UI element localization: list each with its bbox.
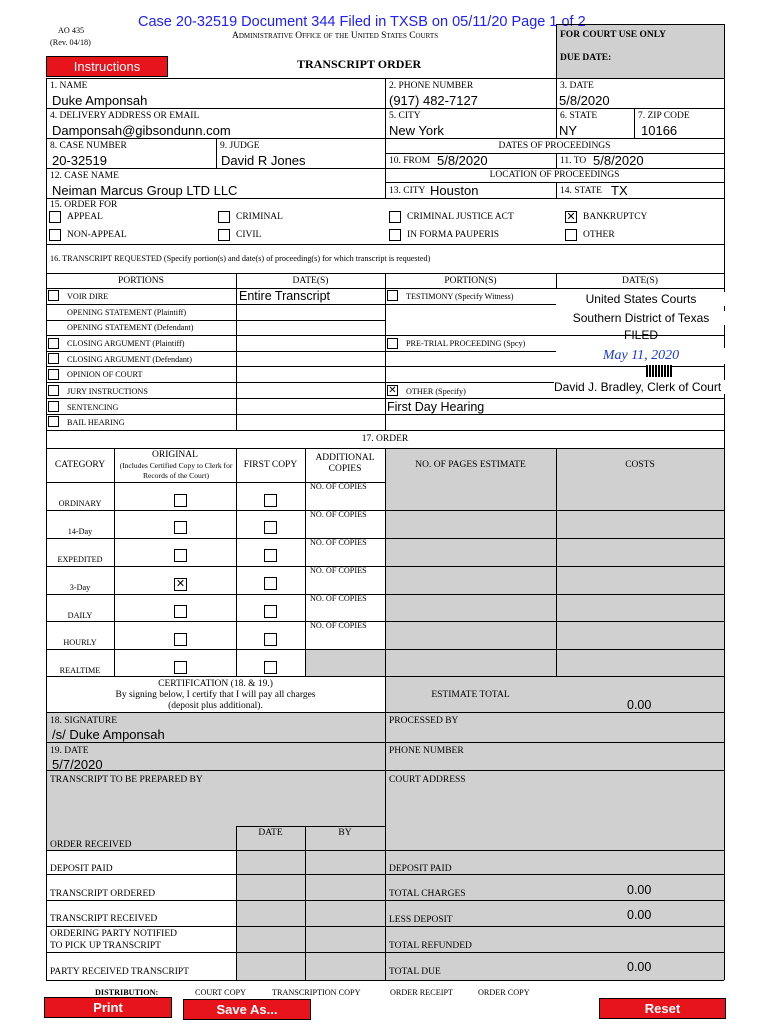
civil-label: CIVIL bbox=[236, 230, 262, 240]
email-label: 4. DELIVERY ADDRESS OR EMAIL bbox=[50, 111, 200, 121]
judge-field[interactable]: David R Jones bbox=[221, 153, 306, 168]
opinion-label: OPINION OF COURT bbox=[67, 370, 143, 379]
to-field[interactable]: 5/8/2020 bbox=[593, 153, 644, 168]
other-checkbox[interactable] bbox=[565, 229, 577, 241]
closing-defendant-checkbox[interactable] bbox=[48, 353, 59, 364]
civil-checkbox[interactable] bbox=[218, 229, 230, 241]
court-address-label: COURT ADDRESS bbox=[389, 775, 466, 785]
bankruptcy-checkbox[interactable]: ✕ bbox=[566, 210, 576, 223]
voir-dire-checkbox[interactable] bbox=[48, 290, 59, 301]
category-expedited: EXPEDITED bbox=[57, 555, 103, 564]
sentencing-checkbox[interactable] bbox=[48, 401, 59, 412]
proceedings-city-field[interactable]: Houston bbox=[430, 183, 479, 198]
state-label: 6. STATE bbox=[560, 111, 598, 121]
total-charges-label: TOTAL CHARGES bbox=[389, 889, 466, 899]
category-3day: 3-Day bbox=[69, 583, 91, 592]
dates-header-2: DATE(S) bbox=[622, 276, 658, 286]
3day-first-checkbox[interactable] bbox=[264, 577, 277, 590]
hourly-first-checkbox[interactable] bbox=[264, 633, 277, 646]
party-notified-label: ORDERING PARTY NOTIFIED bbox=[50, 929, 177, 939]
daily-original-checkbox[interactable] bbox=[174, 605, 187, 618]
reset-button[interactable]: Reset bbox=[599, 998, 726, 1019]
jury-instructions-checkbox[interactable] bbox=[48, 385, 59, 396]
instructions-button[interactable]: Instructions bbox=[46, 56, 168, 77]
jury-instructions-label: JURY INSTRUCTIONS bbox=[67, 387, 148, 396]
page-title: TRANSCRIPT ORDER bbox=[297, 57, 422, 71]
realtime-copies-shaded bbox=[305, 649, 385, 676]
certification-text-2: (deposit plus additional). bbox=[168, 701, 263, 711]
form-revision: (Rev. 04/18) bbox=[50, 38, 91, 47]
date-field[interactable]: 5/8/2020 bbox=[559, 93, 610, 108]
phone-number-label: PHONE NUMBER bbox=[389, 746, 464, 756]
dist-order-receipt: ORDER RECEIPT bbox=[390, 988, 454, 997]
pretrial-checkbox[interactable] bbox=[387, 338, 398, 349]
agency-name: Administrative Office of the United States Courts bbox=[232, 31, 439, 41]
tracking-date-header: DATE bbox=[258, 828, 283, 838]
other-specify-label: OTHER (Specify) bbox=[406, 387, 466, 396]
bail-hearing-checkbox[interactable] bbox=[48, 416, 59, 427]
copies-label-14day: NO. OF COPIES bbox=[310, 510, 367, 519]
category-header: CATEGORY bbox=[54, 460, 106, 470]
phone-field[interactable]: (917) 482-7127 bbox=[389, 93, 478, 108]
less-deposit-label: LESS DEPOSIT bbox=[389, 915, 453, 925]
closing-plaintiff-label: CLOSING ARGUMENT (Plaintiff) bbox=[67, 339, 185, 348]
closing-defendant-label: CLOSING ARGUMENT (Defendant) bbox=[67, 355, 192, 364]
proceedings-state-label: 14. STATE bbox=[560, 186, 602, 196]
deposit-paid-label: DEPOSIT PAID bbox=[50, 864, 113, 874]
category-realtime: REALTIME bbox=[59, 666, 101, 675]
dates-header: DATE(S) bbox=[292, 276, 329, 286]
case-number-label: 8. CASE NUMBER bbox=[50, 141, 127, 151]
total-charges-value[interactable]: 0.00 bbox=[627, 883, 652, 897]
total-due-label: TOTAL DUE bbox=[389, 967, 441, 977]
location-of-proceedings-label: LOCATION OF PROCEEDINGS bbox=[489, 170, 620, 180]
transcript-ordered-label: TRANSCRIPT ORDERED bbox=[50, 889, 156, 899]
testimony-checkbox[interactable] bbox=[387, 290, 398, 301]
case-name-label: 12. CASE NAME bbox=[50, 171, 119, 181]
name-label: 1. NAME bbox=[50, 81, 88, 91]
copies-label-hourly: NO. OF COPIES bbox=[310, 621, 367, 630]
certification-title: CERTIFICATION (18. & 19.) bbox=[158, 679, 273, 689]
judge-label: 9. JUDGE bbox=[220, 141, 260, 151]
total-due-value[interactable]: 0.00 bbox=[627, 960, 652, 974]
dist-court-copy: COURT COPY bbox=[195, 988, 246, 997]
pretrial-label: PRE-TRIAL PROCEEDING (Spcy) bbox=[406, 339, 526, 348]
category-hourly: HOURLY bbox=[63, 638, 97, 647]
from-field[interactable]: 5/8/2020 bbox=[437, 153, 488, 168]
email-field[interactable]: Damponsah@gibsondunn.com bbox=[52, 123, 231, 138]
zip-field[interactable]: 10166 bbox=[641, 123, 678, 138]
ifp-checkbox[interactable] bbox=[389, 229, 401, 241]
expedited-first-checkbox[interactable] bbox=[264, 549, 277, 562]
cja-label: CRIMINAL JUSTICE ACT bbox=[407, 212, 514, 222]
opinion-checkbox[interactable] bbox=[48, 369, 59, 380]
tracking-by-header: BY bbox=[338, 828, 352, 838]
transcript-requested-label: 16. TRANSCRIPT REQUESTED (Specify portion(s) and date(s) of proceeding(s) for which transcript is requested) bbox=[50, 254, 431, 263]
ordinary-first-checkbox[interactable] bbox=[264, 494, 277, 507]
bankruptcy-label: BANKRUPTCY bbox=[583, 212, 648, 222]
from-label: 10. FROM bbox=[389, 156, 431, 166]
to-label: 11. TO bbox=[560, 156, 587, 166]
appeal-label: APPEAL bbox=[67, 212, 103, 222]
first-copy-header: FIRST COPY bbox=[243, 460, 298, 470]
tracking-shaded bbox=[236, 850, 385, 980]
party-notified-label-2: TO PICK UP TRANSCRIPT bbox=[50, 941, 161, 951]
estimate-total-label: ESTIMATE TOTAL bbox=[431, 690, 510, 700]
proceedings-city-label: 13. CITY bbox=[389, 186, 426, 196]
voir-dire-label: VOIR DIRE bbox=[67, 292, 109, 301]
date-label: 3. DATE bbox=[560, 81, 594, 91]
city-field[interactable]: New York bbox=[389, 123, 444, 138]
hourly-original-checkbox[interactable] bbox=[174, 633, 187, 646]
copies-label-3day: NO. OF COPIES bbox=[310, 566, 367, 575]
signature-date-field[interactable]: 5/7/2020 bbox=[52, 757, 103, 772]
3day-original-checkbox[interactable]: ✕ bbox=[175, 577, 186, 590]
dist-order-copy: ORDER COPY bbox=[478, 988, 530, 997]
dist-transcription-copy: TRANSCRIPTION COPY bbox=[272, 988, 361, 997]
portions-header: PORTIONS bbox=[118, 276, 164, 286]
opening-defendant-label: OPENING STATEMENT (Defendant) bbox=[67, 323, 194, 332]
distribution-label: DISTRIBUTION: bbox=[95, 988, 159, 997]
realtime-original-checkbox[interactable] bbox=[174, 661, 187, 674]
phone-label: 2. PHONE NUMBER bbox=[389, 81, 474, 91]
original-header: ORIGINAL bbox=[152, 450, 198, 460]
proceedings-state-field[interactable]: TX bbox=[611, 183, 628, 198]
form-number: AO 435 bbox=[58, 26, 85, 35]
pages-estimate-header: NO. OF PAGES ESTIMATE bbox=[415, 460, 526, 470]
deposit-paid-right-label: DEPOSIT PAID bbox=[389, 864, 452, 874]
transcript-received-label: TRANSCRIPT RECEIVED bbox=[50, 914, 158, 924]
bail-hearing-label: BAIL HEARING bbox=[67, 418, 125, 427]
court-use-label: FOR COURT USE ONLY bbox=[560, 30, 667, 40]
cja-checkbox[interactable] bbox=[389, 211, 401, 223]
copies-label-expedited: NO. OF COPIES bbox=[310, 538, 367, 547]
barcode-icon bbox=[646, 365, 672, 377]
category-14day: 14-Day bbox=[67, 527, 93, 536]
signature-label: 18. SIGNATURE bbox=[50, 716, 118, 726]
save-as-button[interactable]: Save As... bbox=[183, 999, 311, 1020]
case-number-field[interactable]: 20-32519 bbox=[52, 153, 107, 168]
order-received-label: ORDER RECEIVED bbox=[50, 840, 132, 850]
daily-first-checkbox[interactable] bbox=[264, 605, 277, 618]
party-received-label: PARTY RECEIVED TRANSCRIPT bbox=[50, 967, 189, 977]
costs-header: COSTS bbox=[625, 460, 655, 470]
state-field[interactable]: NY bbox=[559, 123, 578, 138]
city-label: 5. CITY bbox=[389, 111, 421, 121]
name-field[interactable]: Duke Amponsah bbox=[52, 93, 148, 108]
filed-stamp-clerk: David J. Bradley, Clerk of Court bbox=[554, 380, 726, 394]
filed-stamp-line1: United States Courts bbox=[556, 292, 726, 306]
portions-header-2: PORTION(S) bbox=[444, 276, 497, 286]
non-appeal-checkbox[interactable] bbox=[49, 229, 61, 241]
realtime-first-checkbox[interactable] bbox=[264, 661, 277, 674]
order-section-label: 17. ORDER bbox=[361, 434, 409, 444]
signature-field[interactable]: /s/ Duke Amponsah bbox=[52, 727, 165, 742]
filed-stamp-date: May 11, 2020 bbox=[556, 348, 726, 364]
total-refunded-label: TOTAL REFUNDED bbox=[389, 941, 472, 951]
non-appeal-label: NON-APPEAL bbox=[67, 230, 127, 240]
case-name-field[interactable]: Neiman Marcus Group LTD LLC bbox=[52, 183, 238, 198]
copies-label-ordinary: NO. OF COPIES bbox=[310, 482, 367, 491]
category-daily: DAILY bbox=[67, 611, 93, 620]
filed-stamp-line2: Southern District of Texas bbox=[556, 311, 726, 325]
additional-copies-header: ADDITIONAL COPIES bbox=[315, 453, 375, 474]
category-ordinary: ORDINARY bbox=[58, 499, 102, 508]
other-specify-value[interactable]: First Day Hearing bbox=[387, 400, 485, 414]
estimate-total-value[interactable]: 0.00 bbox=[627, 698, 652, 712]
opening-plaintiff-label: OPENING STATEMENT (Plaintiff) bbox=[67, 308, 187, 317]
closing-plaintiff-checkbox[interactable] bbox=[48, 338, 59, 349]
ifp-label: IN FORMA PAUPERIS bbox=[407, 230, 500, 240]
testimony-label: TESTIMONY (Specify Witness) bbox=[406, 292, 514, 301]
processed-by-label: PROCESSED BY bbox=[389, 716, 459, 726]
copies-label-daily: NO. OF COPIES bbox=[310, 594, 367, 603]
expedited-original-checkbox[interactable] bbox=[174, 549, 187, 562]
original-subheader: (Includes Certified Copy to Clerk for Records of the Court) bbox=[119, 461, 233, 480]
sentencing-label: SENTENCING bbox=[67, 403, 119, 412]
due-date-label: DUE DATE: bbox=[560, 53, 612, 63]
other-label: OTHER bbox=[583, 230, 615, 240]
zip-label: 7. ZIP CODE bbox=[638, 111, 690, 121]
ordinary-original-checkbox[interactable] bbox=[174, 494, 187, 507]
filed-stamp-line3: FILED bbox=[623, 328, 658, 342]
certification-text: By signing below, I certify that I will pay all charges bbox=[115, 690, 316, 700]
criminal-label: CRIMINAL bbox=[236, 212, 283, 222]
less-deposit-value[interactable]: 0.00 bbox=[627, 908, 652, 922]
filing-stamp: Case 20-32519 Document 344 Filed in TXSB on 05/11/20 Page 1 of 2 bbox=[138, 14, 586, 30]
criminal-checkbox[interactable] bbox=[218, 211, 230, 223]
order-for-label: 15. ORDER FOR bbox=[50, 200, 118, 210]
appeal-checkbox[interactable] bbox=[49, 211, 61, 223]
other-specify-checkbox[interactable]: ✕ bbox=[388, 385, 397, 396]
signature-date-label: 19. DATE bbox=[50, 746, 89, 756]
prepared-by-label: TRANSCRIPT TO BE PREPARED BY bbox=[50, 775, 203, 785]
print-button[interactable]: Print bbox=[44, 997, 172, 1018]
voir-dire-date[interactable]: Entire Transcript bbox=[239, 289, 331, 303]
14day-first-checkbox[interactable] bbox=[264, 521, 277, 534]
dates-of-proceedings-label: DATES OF PROCEEDINGS bbox=[498, 141, 611, 151]
pages-costs-shaded bbox=[385, 448, 724, 676]
14day-original-checkbox[interactable] bbox=[174, 521, 187, 534]
